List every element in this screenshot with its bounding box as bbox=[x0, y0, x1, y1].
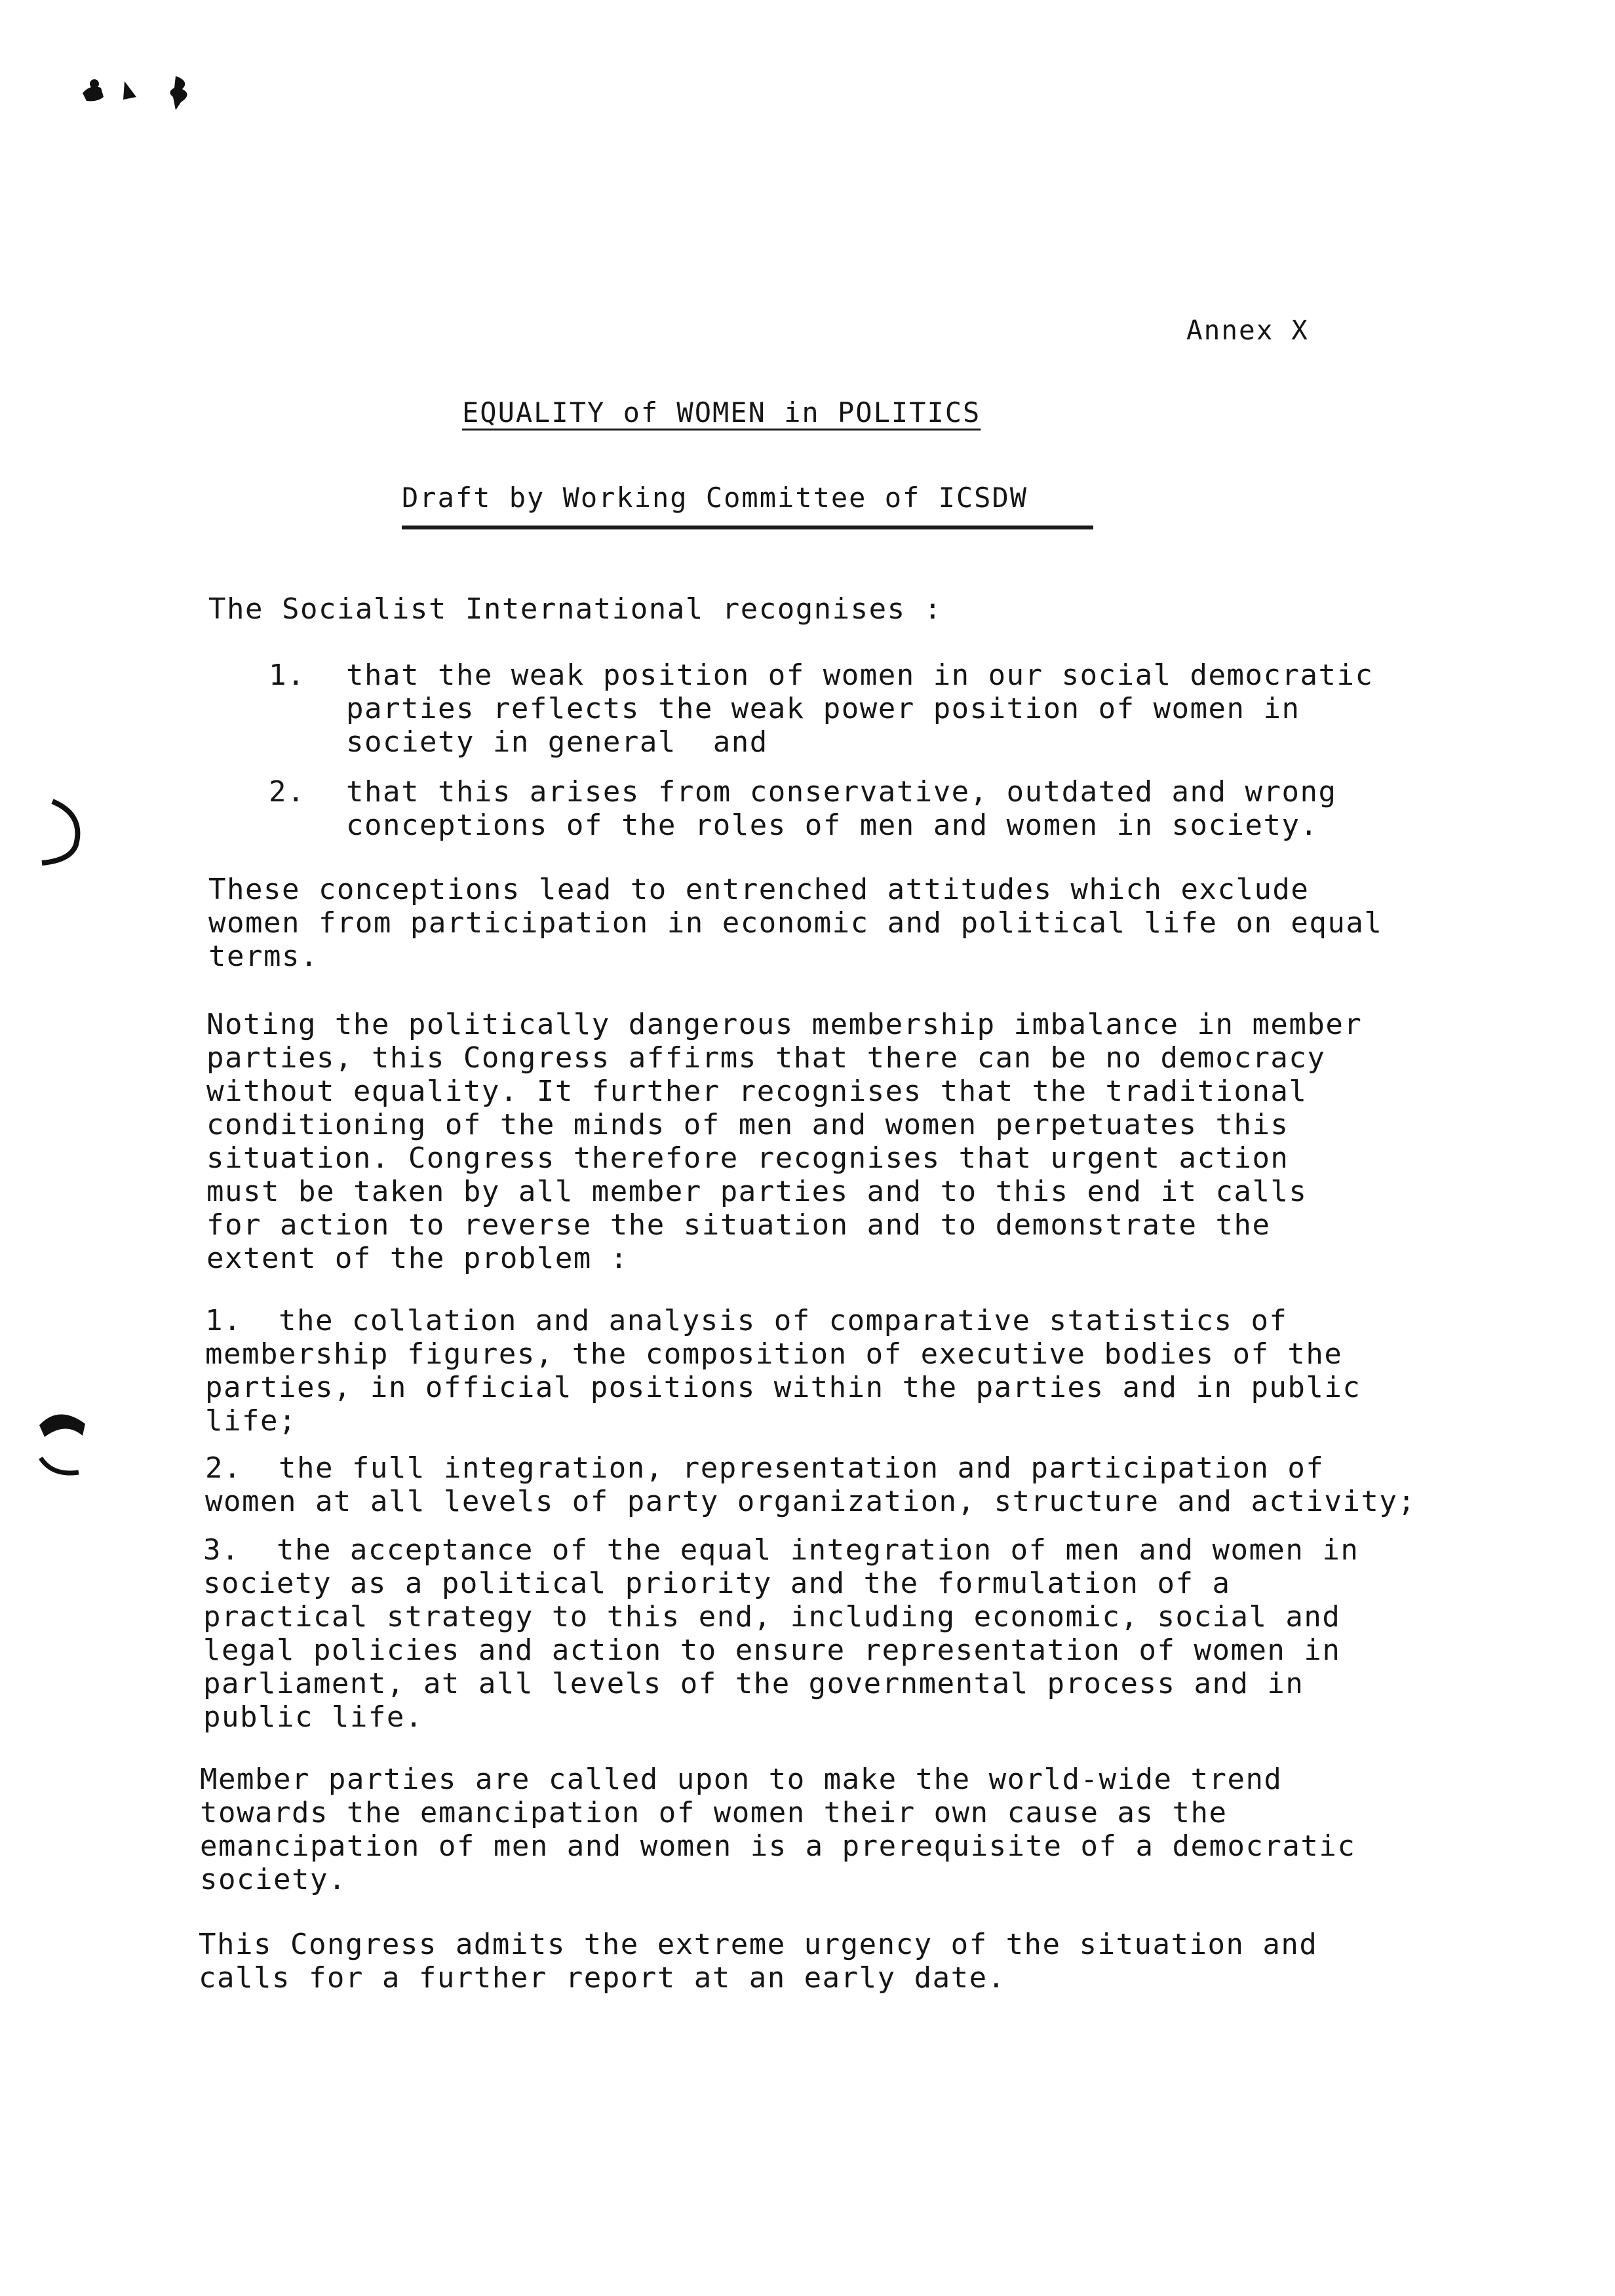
action-line: 1. the collation and analysis of comparative statistics of bbox=[205, 1304, 1288, 1337]
action-item-3 bbox=[203, 1533, 1359, 1734]
action-line: life; bbox=[205, 1404, 297, 1438]
paragraph-conceptions bbox=[208, 873, 1382, 973]
intro-text: The Socialist International recognises : bbox=[208, 592, 943, 626]
action-line: 2. the full integration, representation and participation of bbox=[205, 1451, 1325, 1485]
paragraph-line: must be taken by all member parties and to this end it calls bbox=[206, 1175, 1308, 1208]
paragraph-line: extent of the problem : bbox=[206, 1242, 629, 1275]
paragraph-line: This Congress admits the extreme urgency of the situation and bbox=[199, 1928, 1318, 1961]
recognition-item bbox=[346, 659, 1373, 759]
paragraph-line: society. bbox=[200, 1863, 347, 1896]
recognition-item bbox=[346, 775, 1336, 842]
action-line: membership figures, the composition of executive bodies of the bbox=[205, 1337, 1343, 1371]
document-title: EQUALITY of WOMEN in POLITICS bbox=[462, 396, 981, 429]
action-line: 3. the acceptance of the equal integration of men and women in bbox=[203, 1533, 1359, 1567]
recognition-line: society in general and bbox=[346, 725, 768, 759]
recognition-line: conceptions of the roles of men and women in society. bbox=[346, 809, 1319, 842]
subtitle-underline bbox=[402, 526, 1093, 529]
action-line: society as a political priority and the formulation of a bbox=[203, 1567, 1231, 1600]
paragraph-line: Member parties are called upon to make the world-wide trend bbox=[200, 1763, 1283, 1796]
paragraph-line: emancipation of men and women is a prerequisite of a democratic bbox=[200, 1829, 1356, 1863]
paragraph-line: situation. Congress therefore recognises that urgent action bbox=[206, 1141, 1289, 1175]
binder-hole-icon bbox=[33, 1399, 98, 1484]
recognition-number: 1. bbox=[269, 659, 305, 692]
paragraph-line: parties, this Congress affirms that there can be no democracy bbox=[206, 1041, 1326, 1075]
binder-hole-icon bbox=[33, 796, 92, 868]
action-line: public life. bbox=[203, 1700, 423, 1734]
action-line: practical strategy to this end, including economic, social and bbox=[203, 1600, 1341, 1634]
action-item-1 bbox=[205, 1304, 1361, 1438]
action-line: parliament, at all levels of the governmental process and in bbox=[203, 1667, 1304, 1700]
scan-marks-icon bbox=[77, 68, 208, 114]
paragraph-line: women from participation in economic and political life on equal bbox=[208, 906, 1383, 940]
paragraph-member-parties bbox=[200, 1763, 1355, 1896]
recognition-line: parties reflects the weak power position of women in bbox=[346, 692, 1300, 725]
paragraph-line: conditioning of the minds of men and women perpetuates this bbox=[206, 1108, 1289, 1141]
paragraph-line: calls for a further report at an early date. bbox=[199, 1961, 1006, 1995]
paragraph-line: These conceptions lead to entrenched attitudes which exclude bbox=[208, 873, 1310, 906]
recognition-line: that this arises from conservative, outdated and wrong bbox=[346, 775, 1337, 809]
annex-label: Annex X bbox=[1186, 315, 1309, 346]
paragraph-noting bbox=[206, 1008, 1362, 1275]
recognition-line: that the weak position of women in our social democratic bbox=[346, 659, 1374, 692]
recognition-number: 2. bbox=[269, 775, 305, 809]
paragraph-line: towards the emancipation of women their own cause as the bbox=[200, 1796, 1228, 1829]
paragraph-line: for action to reverse the situation and to demonstrate the bbox=[206, 1208, 1271, 1242]
action-item-2 bbox=[205, 1451, 1416, 1518]
paragraph-line: terms. bbox=[208, 940, 319, 973]
action-line: women at all levels of party organization, structure and activity; bbox=[205, 1485, 1416, 1518]
paragraph-closing bbox=[199, 1928, 1317, 1995]
action-line: legal policies and action to ensure representation of women in bbox=[203, 1634, 1341, 1667]
action-line: parties, in official positions within the parties and in public bbox=[205, 1371, 1361, 1404]
document-subtitle: Draft by Working Committee of ICSDW bbox=[402, 482, 1028, 514]
paragraph-line: without equality. It further recognises that the traditional bbox=[206, 1075, 1308, 1108]
paragraph-line: Noting the politically dangerous membership imbalance in member bbox=[206, 1008, 1363, 1041]
